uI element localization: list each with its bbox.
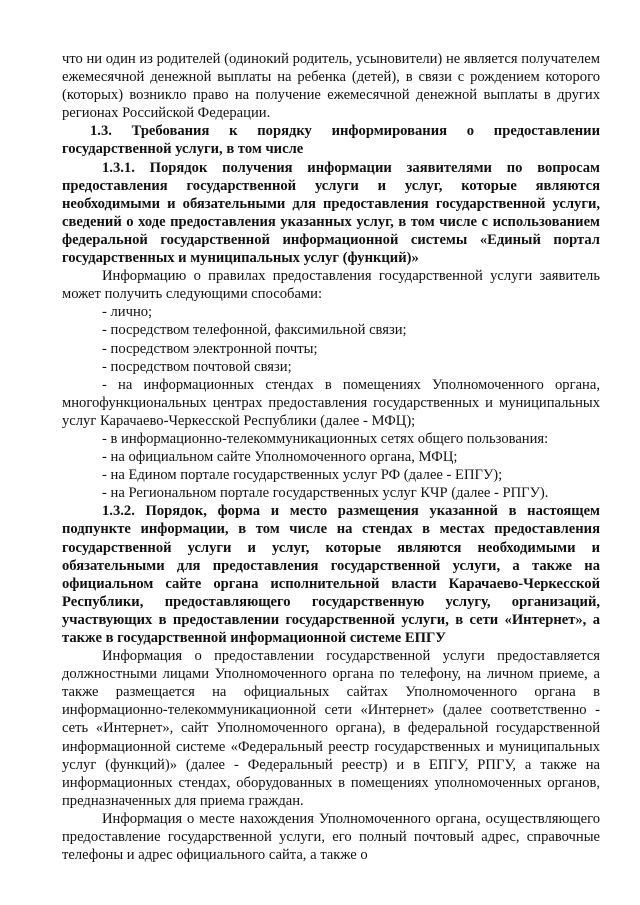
list-item: - посредством электронной почты; bbox=[102, 340, 318, 357]
list-item: - в информационно-телекоммуникационных сетях общего пользования: bbox=[102, 430, 549, 447]
list-item: - на Региональном портале государственных услуг КЧР (далее - РПГУ). bbox=[102, 485, 549, 502]
list-item: - на Едином портале государственных услуг РФ (далее - ЕПГУ); bbox=[102, 467, 503, 484]
heading-1-3-2: 1.3.2. Порядок, форма и место размещения указанной в настоящем подпункте информации, в том числе на стендах в местах предоставления государственной услуги и услуг, которые являются необходимыми и обязательными для предоставления государственной услуги, а также на официальном сайте органа исполнительной власти Карачаево-Черкесской Республики, предоставляющего государственную услугу, организаций, участвующих в предоставлении государственной услуги, в сети «Интернет», а также в государственной информационной системе ЕПГУ bbox=[62, 503, 600, 646]
paragraph-info-ways: Информацию о правилах предоставления государственной услуги заявитель может получить следующими способами: bbox=[62, 268, 600, 303]
paragraph-location: Информация о месте нахождения Уполномоченного органа, осуществляющего предоставление государственной услуги, его полный почтовый адрес, справочные телефоны и адрес официального сайта, а также о bbox=[62, 810, 600, 864]
paragraph-intro: что ни один из родителей (одинокий родитель, усыновители) не является получателем ежемесячной денежной выплаты на ребенка (детей), в связи с рождением которого (которых) возникло право на получение ежемесячной денежной выплаты в других регионах Российской Федерации. bbox=[62, 51, 600, 122]
heading-1-3: 1.3. Требования к порядку информирования о предоставлении государственной услуги, в том числе bbox=[62, 123, 600, 158]
document-page bbox=[62, 50, 600, 864]
list-item: - на информационных стендах в помещениях Уполномоченного органа, многофункциональных центрах предоставления государственных и муниципальных услуг Карачаево-Черкесской Республики (далее - МФЦ); bbox=[62, 376, 600, 429]
list-item: - лично; bbox=[102, 304, 153, 321]
list-item: - посредством почтовой связи; bbox=[102, 358, 292, 375]
paragraph-info-provided: Информация о предоставлении государственной услуги предоставляется должностными лицами Уполномоченного органа по телефону, на личном приеме, а также размещается на официальных сайтах Уполномоченного органа в информационно-телекоммуникационной сети «Интернет» (далее соответственно - сеть «Интернет», сайт Уполномоченного органа), в федеральной государственной информационной системе «Федеральный реестр государственных и муниципальных услуг (функций)» (далее - Федеральный реестр) и в ЕПГУ, РПГУ, а также на информационных стендах, оборудованных в помещениях уполномоченных органов, предназначенных для приема граждан. bbox=[62, 648, 600, 809]
heading-1-3-1: 1.3.1. Порядок получения информации заявителями по вопросам предоставления государственной услуги и услуг, которые являются необходимыми и обязательными для предоставления государственной услуги, сведений о ходе предоставления указанных услуг, в том числе с использованием федеральной государственной информационной системы «Единый портал государственных и муниципальных услуг (функций)» bbox=[62, 159, 600, 267]
list-item: - посредством телефонной, факсимильной связи; bbox=[102, 322, 407, 339]
list-item: - на официальном сайте Уполномоченного органа, МФЦ; bbox=[102, 449, 458, 466]
ways-list bbox=[62, 303, 600, 502]
